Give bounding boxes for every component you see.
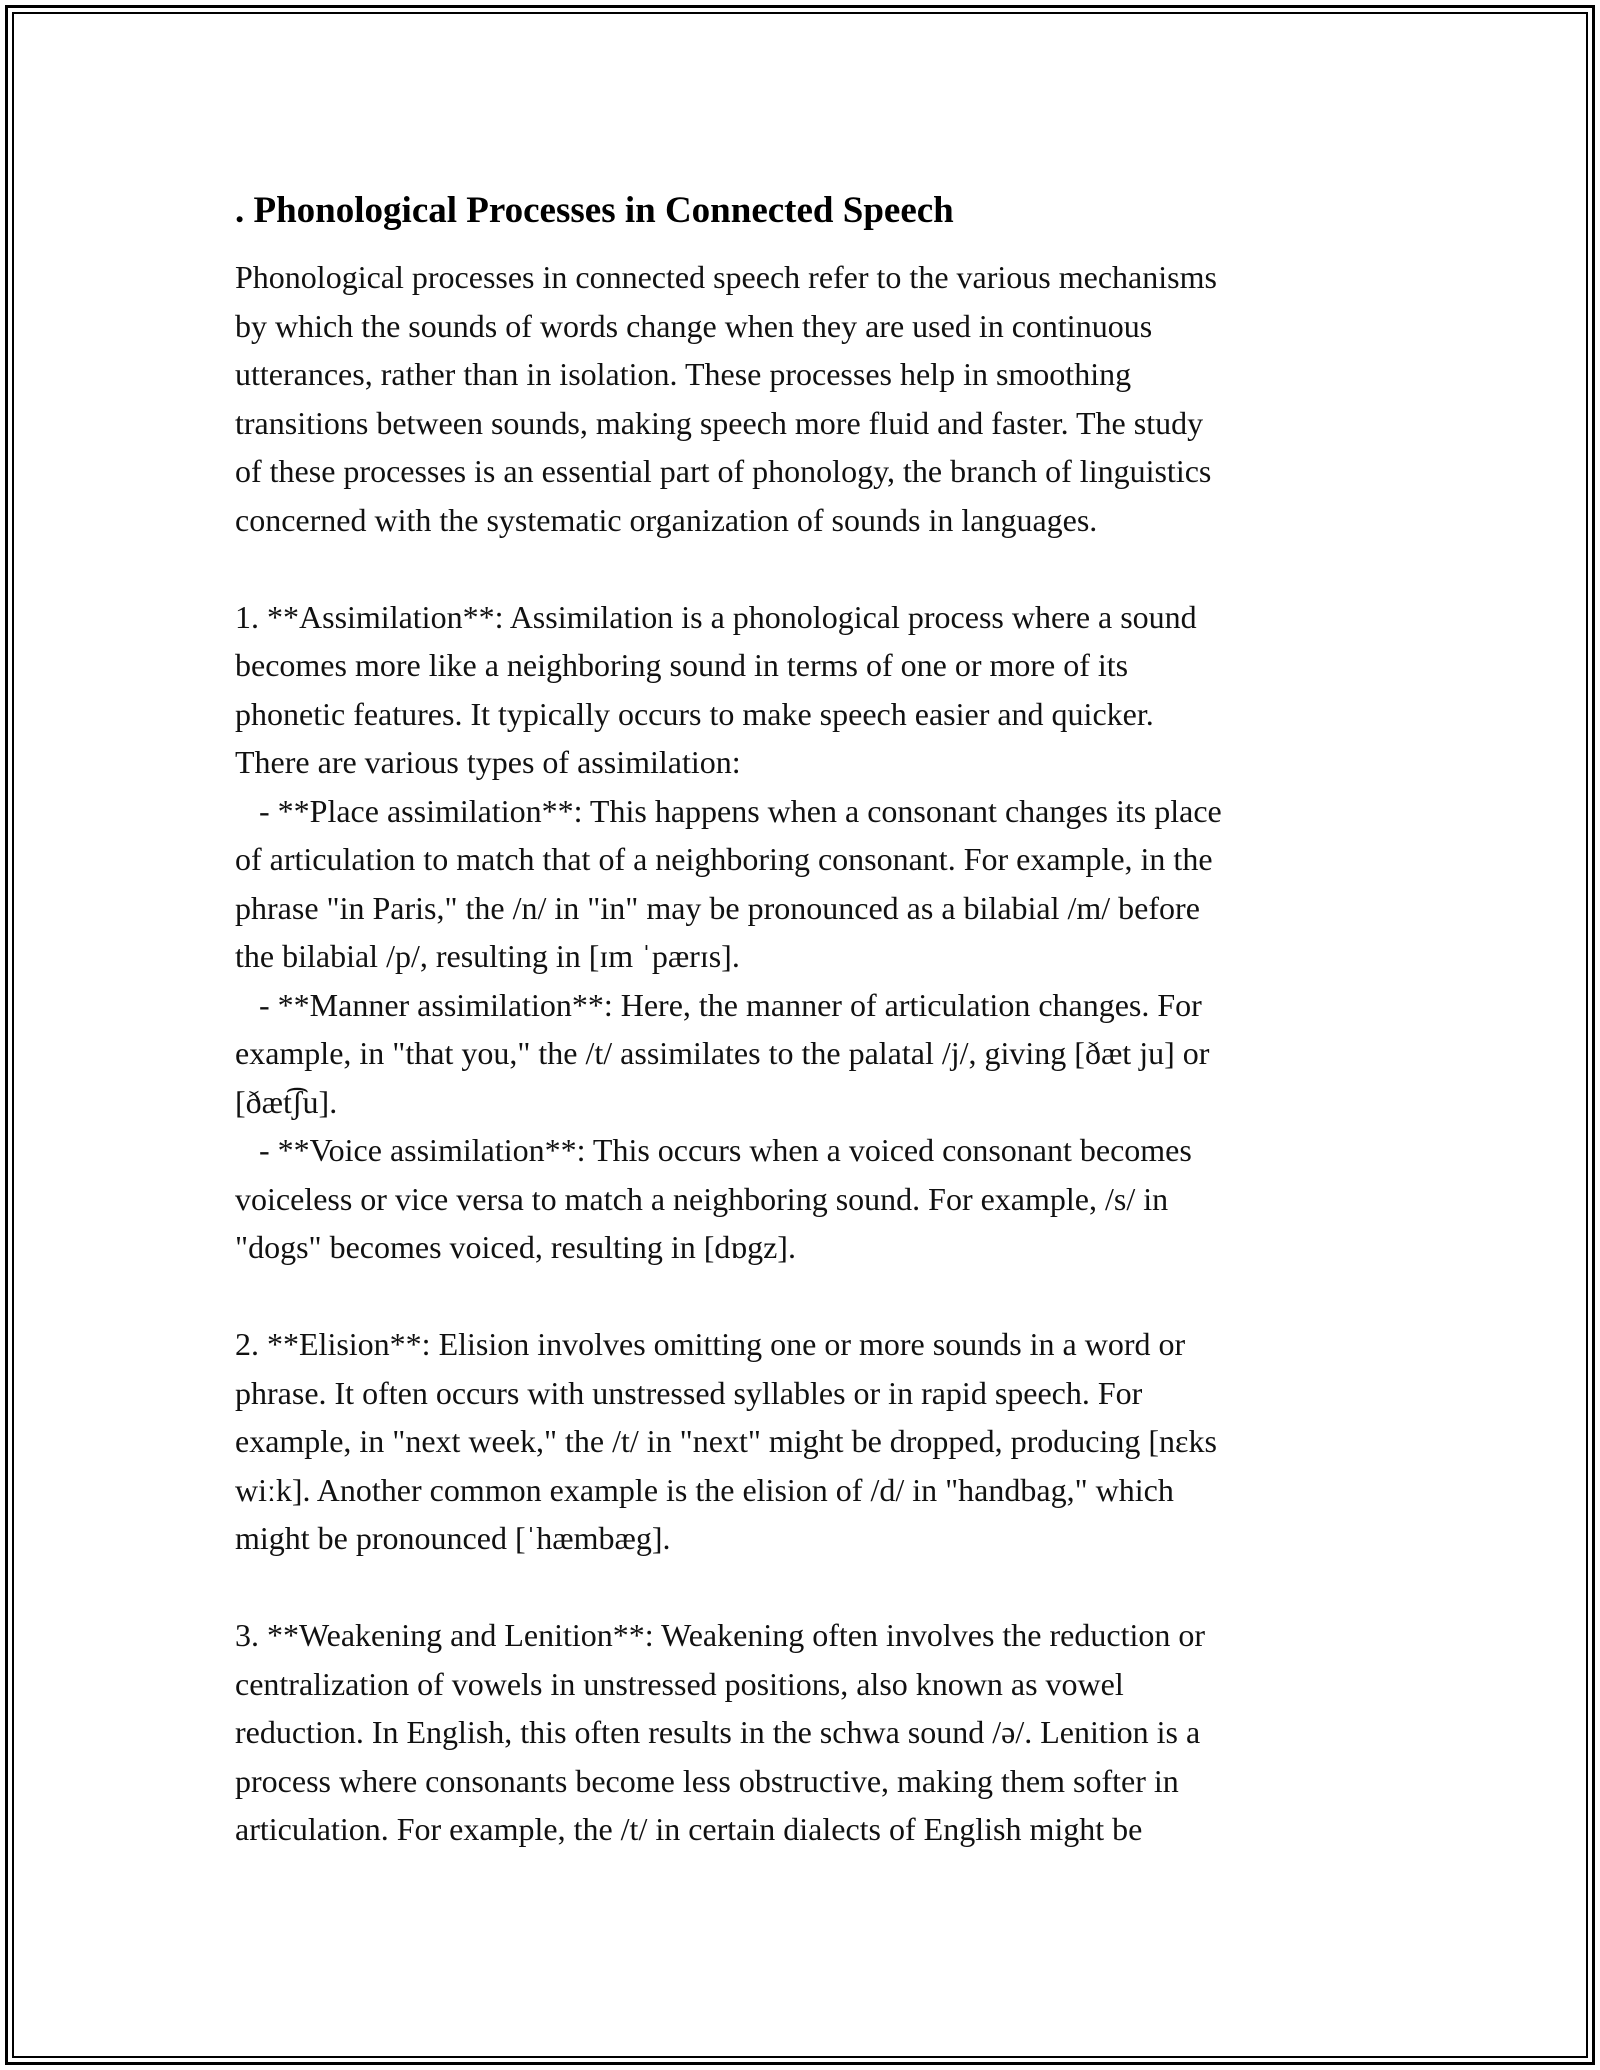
text-line: centralization of vowels in unstressed positions, also known as vowel xyxy=(235,1665,1124,1702)
text-line: example, in "next week," the /t/ in "next" might be dropped, producing [nɛks xyxy=(235,1423,1217,1459)
text-line: the bilabial /p/, resulting in [ɪm ˈpærɪs]. xyxy=(235,938,740,974)
text-line: "dogs" becomes voiced, resulting in [dɒgz]. xyxy=(235,1229,796,1265)
text-line: of these processes is an essential part of phonology, the branch of linguistics xyxy=(235,453,1212,489)
text-line: becomes more like a neighboring sound in terms of one or more of its xyxy=(235,647,1129,683)
text-line: phonetic features. It typically occurs to make speech easier and quicker. xyxy=(235,695,1154,732)
text-line: concerned with the systematic organization of sounds in languages. xyxy=(235,501,1098,538)
text-line: process where consonants become less obstructive, making them softer in xyxy=(235,1762,1179,1799)
body-text xyxy=(235,253,1395,1854)
text-line: 1. **Assimilation**: Assimilation is a phonological process where a sound xyxy=(235,598,1197,635)
text-line: might be pronounced [ˈhæmbæg]. xyxy=(235,1520,671,1556)
text-line: 3. **Weakening and Lenition**: Weakening often involves the reduction or xyxy=(235,1617,1205,1653)
text-line: Phonological processes in connected speech refer to the various mechanisms xyxy=(235,259,1217,295)
text-line: example, in "that you," the /t/ assimilates to the palatal /j/, giving [ðæt ju] or xyxy=(235,1035,1210,1071)
text-line: reduction. In English, this often results in the schwa sound /ə/. Lenition is a xyxy=(235,1714,1201,1750)
text-line: of articulation to match that of a neighboring consonant. For example, in the xyxy=(235,841,1213,877)
text-line: There are various types of assimilation: xyxy=(235,744,741,780)
section-heading: . Phonological Processes in Connected Speech xyxy=(235,190,954,231)
document-content xyxy=(235,185,1395,1854)
text-line: utterances, rather than in isolation. These processes help in smoothing xyxy=(235,356,1132,392)
paragraph-gap xyxy=(235,1563,1395,1612)
text-line: 2. **Elision**: Elision involves omitting one or more sounds in a word or xyxy=(235,1326,1186,1362)
text-line: transitions between sounds, making speech more fluid and faster. The study xyxy=(235,404,1204,441)
text-line: articulation. For example, the /t/ in certain dialects of English might be xyxy=(235,1811,1143,1847)
text-line: wiːk]. Another common example is the elision of /d/ in "handbag," which xyxy=(235,1471,1174,1508)
paragraph-gap xyxy=(235,544,1395,593)
paragraph-gap xyxy=(235,1272,1395,1321)
text-line: - **Voice assimilation**: This occurs when a voiced consonant becomes xyxy=(235,1132,1192,1168)
text-line: - **Place assimilation**: This happens when a consonant changes its place xyxy=(235,792,1222,829)
text-line: - **Manner assimilation**: Here, the manner of articulation changes. For xyxy=(235,986,1202,1023)
text-line: phrase "in Paris," the /n/ in "in" may be pronounced as a bilabial /m/ before xyxy=(235,889,1200,926)
text-line: by which the sounds of words change when they are used in continuous xyxy=(235,307,1153,344)
text-line: voiceless or vice versa to match a neighboring sound. For example, /s/ in xyxy=(235,1180,1169,1217)
text-line: phrase. It often occurs with unstressed syllables or in rapid speech. For xyxy=(235,1374,1143,1411)
text-line: [ðæt͡ʃu]. xyxy=(235,1083,338,1120)
